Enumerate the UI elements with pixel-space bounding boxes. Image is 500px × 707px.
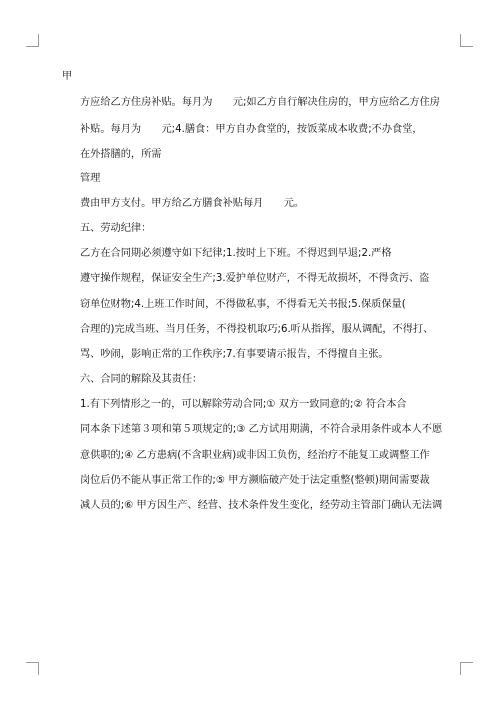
text-line-1: 甲 <box>62 71 73 82</box>
crop-mark-top-left <box>26 34 39 47</box>
text-line-4: 在外搭膳的，所需 <box>80 149 162 160</box>
text-line-8: 乙方在合同期必须遵守如下纪律;1.按时上下班。不得迟到早退;2.严格 <box>80 248 392 259</box>
text-line-14: 1.有下列情形之一的，可以解除劳动合同;① 双方一致同意的;② 符合本合 <box>80 399 407 410</box>
text-line-5: 管理 <box>80 173 101 184</box>
text-line-17: 岗位后仍不能从事正常工作的;⑤ 甲方濒临破产处于法定重整(整顿)期间需要裁 <box>80 475 430 486</box>
text-line-10: 窃单位财物;4.上班工作时间，不得做私事，不得看无关书报;5.保质保量( <box>80 299 406 310</box>
text-line-18: 减人员的;⑥ 甲方因生产、经营、技术条件发生变化，经劳动主管部门确认无法调 <box>80 500 443 511</box>
text-line-9: 遵守操作规程，保证安全生产;3.爱护单位财产，不得无故损坏，不得贪污、盗 <box>80 273 430 284</box>
text-line-11: 合理的)完成当班、当月任务，不得投机取巧;6.听从指挥，服从调配，不得打、 <box>80 324 434 335</box>
section-heading-contract-termination: 六、合同的解除及其责任： <box>80 374 203 385</box>
text-line-6: 费由甲方支付。甲方给乙方膳食补贴每月 元。 <box>80 198 305 209</box>
crop-mark-bottom-left <box>26 662 39 675</box>
text-line-15: 同本条下述第３项和第５项规定的;③ 乙方试用期满，不符合录用条件或本人不愿 <box>80 424 443 435</box>
crop-mark-bottom-right <box>460 662 473 675</box>
text-line-12: 骂、吵闹，影响正常的工作秩序;7.有事要请示报告，不得擅自主张。 <box>80 349 389 360</box>
text-line-3: 补贴。每月为 元;4.膳食：甲方自办食堂的，按饭菜成本收费;不办食堂， <box>80 124 423 135</box>
text-line-2: 方应给乙方住房补贴。每月为 元;如乙方自行解决住房的，甲方应给乙方住房 <box>80 97 440 108</box>
section-heading-labor-discipline: 五、劳动纪律： <box>80 223 152 234</box>
crop-mark-top-right <box>460 34 473 47</box>
text-line-16: 意供职的;④ 乙方患病(不含职业病)或非因工负伤，经治疗不能复工或调整工作 <box>80 450 430 461</box>
